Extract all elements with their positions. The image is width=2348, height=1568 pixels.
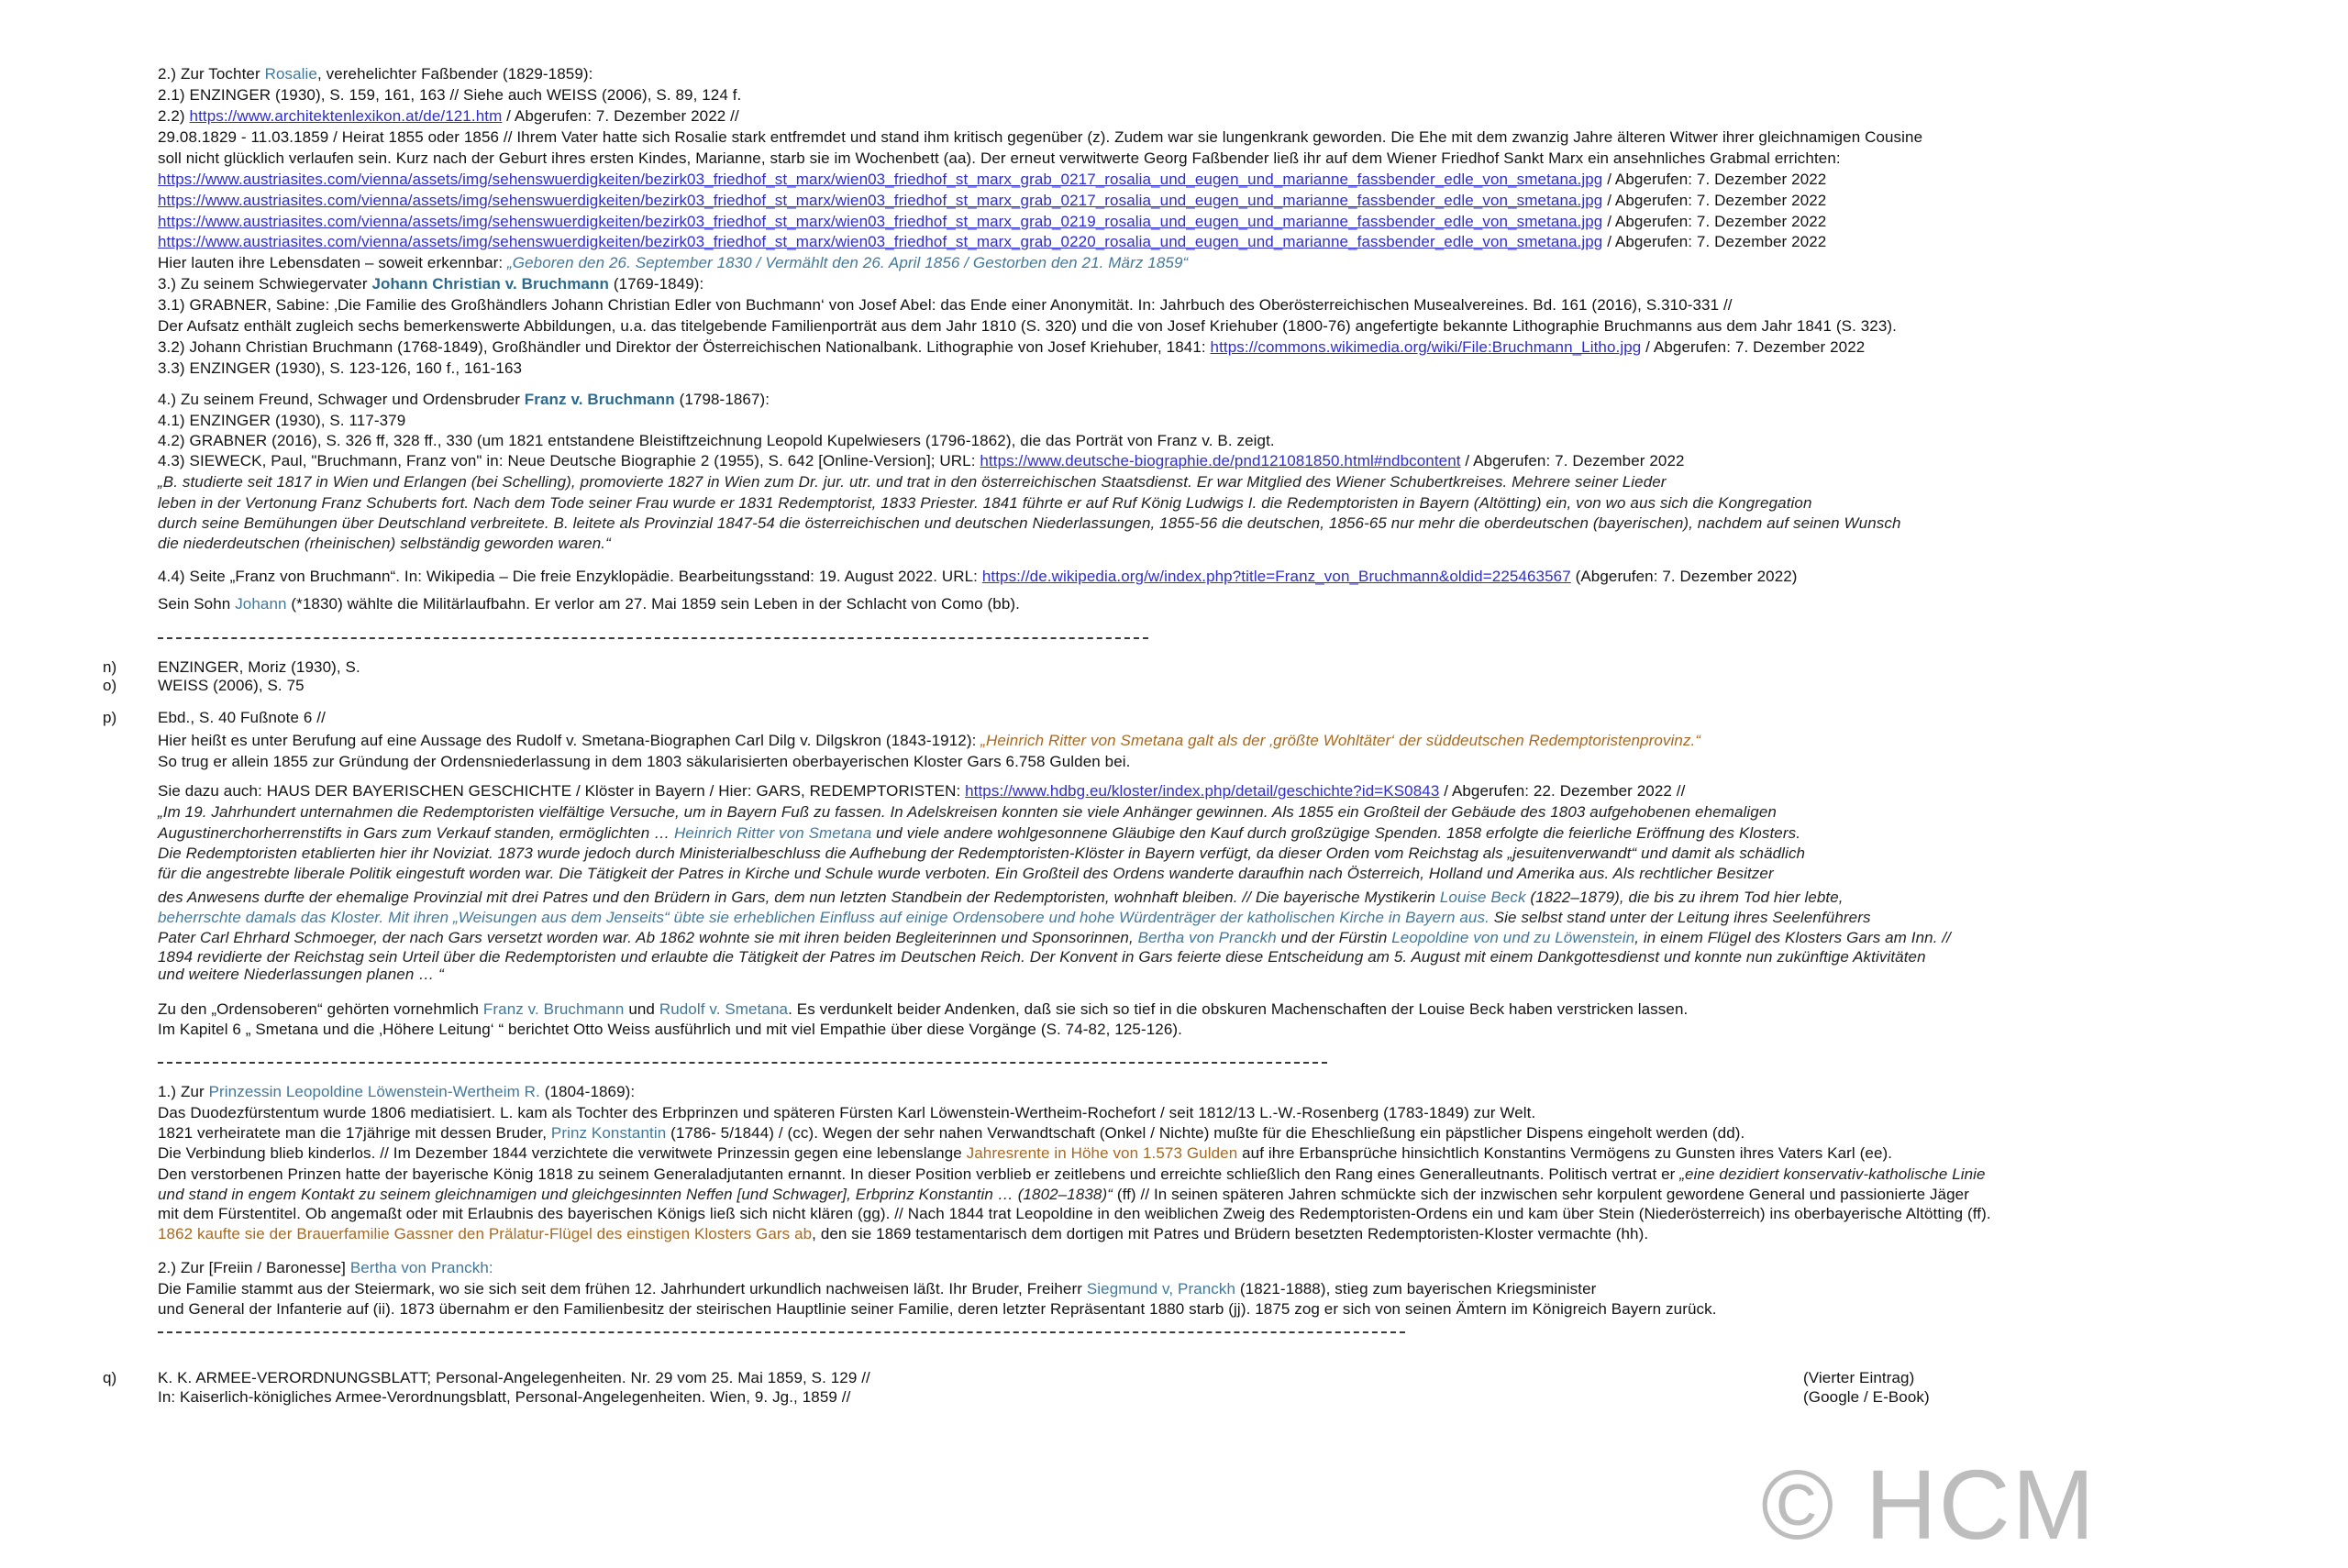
text-line (158, 169, 1826, 190)
text-run: 3.2) Johann Christian Bruchmann (1768-1849), Großhändler und Direktor der Österreichischen Nationalbank. Lithographie von Josef Kriehuber, 1841: (158, 338, 1211, 356)
text-line (158, 1081, 635, 1102)
text-run: Das Duodezfürstentum wurde 1806 mediatisiert. L. kam als Tochter des Erbprinzen und späteren Fürsten Karl Löwenstein-Wertheim-Rochefort / seit 1812/13 L.-W.-Rosenberg (1783-1849) zur Welt. (158, 1104, 1536, 1121)
text-run: , in einem Flügel des Klosters Gars am Inn. // (1634, 929, 1951, 946)
text-run: „Heinrich Ritter von Smetana galt als der ‚größte Wohltäter‘ der süddeutschen Redemptoristenprovinz.“ (980, 732, 1701, 749)
text-run: 4.1) ENZINGER (1930), S. 117-379 (158, 412, 406, 429)
text-run: 4.3) SIEWECK, Paul, "Bruchmann, Franz von" in: Neue Deutsche Biographie 2 (1955), S. 642 [Online-Version]; URL: (158, 452, 980, 469)
text-run: Hier lauten ihre Lebensdaten – soweit erkennbar: (158, 254, 508, 271)
text-line (158, 999, 1688, 1020)
text-run: (1786- 5/1844) / (cc). Wegen der sehr nahen Verwandtschaft (Onkel / Nichte) mußte für die Eheschließung ein päpstlicher Dispens eingeholt werden (dd). (666, 1124, 1745, 1142)
text-run: und viele andere wohlgesonnene Gläubige den Kauf durch großzügige Spenden. 1858 erfolgte die feierliche Eröffnung des Klosters. (871, 824, 1801, 842)
text-run: K. K. ARMEE-VERORDNUNGSBLATT; Personal-Angelegenheiten. Nr. 29 vom 25. Mai 1859, S. 129 // (158, 1369, 870, 1386)
text-run: , den sie 1869 testamentarisch dem dortigen mit Patres und Brüdern besetzten Redemptoristen-Kloster vermachte (hh). (812, 1225, 1649, 1242)
text-line (158, 1019, 1182, 1040)
footnote-label: n) (103, 658, 117, 676)
text-line (158, 294, 1733, 315)
text-run: (1822–1879), die bis zu ihrem Tod hier lebte, (1525, 889, 1844, 906)
hyperlink[interactable]: https://www.architektenlexikon.at/de/121.htm (189, 107, 503, 125)
text-run: Die Familie stammt aus der Steiermark, wo sie sich seit dem frühen 12. Jahrhundert urkundlich nachweisen läßt. Ihr Bruder, Freiherr (158, 1280, 1087, 1297)
watermark: © HCM (1761, 1449, 2097, 1560)
text-run: für die angestrebte liberale Politik eingestuft worden war. Die Tätigkeit der Patres in Kirche und Schule wurde verboten. Ein Großteil des Ordens wanderte daraufhin nach Österreich, Holland und Amerika aus. Als rechtlicher Besitzer (158, 865, 1774, 882)
text-line (158, 1298, 1717, 1320)
text-run: / Abgerufen: 7. Dezember 2022 (1602, 213, 1827, 230)
text-run: und weitere Niederlassungen planen … “ (158, 966, 444, 983)
text-run: (1821-1888), stieg zum bayerischen Kriegsminister (1235, 1280, 1597, 1297)
text-run: Rosalie (264, 65, 317, 83)
text-run: (ff) // In seinen späteren Jahren schmückte sich der inzwischen sehr korpulent gewordene General und passionierte Jäger (1113, 1186, 1969, 1203)
text-run: Die Verbindung blieb kinderlos. // Im Dezember 1844 verzichtete die verwitwete Prinzessin gegen eine lebenslange (158, 1144, 967, 1162)
text-line (158, 450, 1685, 471)
text-line (158, 964, 444, 985)
text-run: WEISS (2006), S. 75 (158, 677, 305, 694)
text-run: Augustinerchorherrenstifts in Gars zum Verkauf standen, ermöglichten … (158, 824, 675, 842)
text-line (158, 273, 703, 294)
divider-line (158, 1331, 1405, 1333)
text-run: 1894 revidierte der Reichstag sein Urteil über die Redemptoristen und erlaubte die Tätigkeit der Patres im Deutschen Reich. Der Konvent in Gars feierte diese Entscheidung am 5. August mit einem Dankgottesdienst und konnte nun zukünftige Aktivitäten (158, 948, 1926, 966)
text-line (158, 751, 1130, 772)
text-run: „eine dezidiert konservativ-katholische Linie (1679, 1165, 1986, 1183)
text-line (103, 1367, 1915, 1388)
text-line (158, 823, 1800, 844)
text-run: Bertha von Pranckh (1137, 929, 1277, 946)
text-run: des Anwesens durfte der ehemalige Provinzial mit drei Patres und den Brüdern in Gars, dem nun letzten Standbein der Redemptoristen, wohnhaft bleiben. // Die bayerische Mystikerin (158, 889, 1440, 906)
text-run: 2.) Zur Tochter (158, 65, 265, 83)
text-run: Johann Christian v. Bruchmann (371, 275, 610, 293)
text-run: (Abgerufen: 7. Dezember 2022) (1570, 568, 1798, 585)
text-run: 2.) Zur [Freiin / Baronesse] (158, 1259, 350, 1276)
text-run: Leopoldine von und zu Löwenstein (1391, 929, 1635, 946)
text-run: 3.1) GRABNER, Sabine: ‚Die Familie des Großhändlers Johann Christian Edler von Buchmann‘ von Josef Abel: das Ende einer Anonymität. In: Jahrbuch des Oberösterreichischen Musealvereines. Bd. 161 (2016), S.310-331 // (158, 296, 1733, 314)
text-line (158, 887, 1844, 908)
text-run: Hier heißt es unter Berufung auf eine Aussage des Rudolf v. Smetana-Biographen Carl Dilg v. Dilgskron (1843-1912): (158, 732, 981, 749)
text-run: 2.2) (158, 107, 190, 125)
text-run: (1798-1867): (674, 391, 770, 408)
right-annotation: (Google / E-Book) (1803, 1388, 1930, 1406)
text-line (158, 513, 1901, 534)
text-run: Sein Sohn (158, 595, 236, 613)
text-line (158, 337, 1865, 358)
text-run: Franz v. Bruchmann (524, 391, 675, 408)
text-run: 4.4) Seite „Franz von Bruchmann“. In: Wikipedia – Die freie Enzyklopädie. Bearbeitungsstand: 19. August 2022. URL: (158, 568, 982, 585)
text-run: Franz v. Bruchmann (482, 1000, 625, 1018)
text-run: 2.1) ENZINGER (1930), S. 159, 161, 163 // Siehe auch WEISS (2006), S. 89, 124 f. (158, 86, 742, 104)
text-run: 1821 verheiratete man die 17jährige mit dessen Bruder, (158, 1124, 551, 1142)
text-line (158, 389, 770, 410)
text-run: beherrschte damals das Kloster. Mit ihren „Weisungen aus dem Jenseits“ übte sie erheblichen Einfluss auf einige Ordensobere und hohe Würdenträger der katholischen Kirche in Bayern aus. (158, 909, 1490, 926)
text-line (158, 315, 1897, 337)
divider-line (158, 637, 1148, 639)
text-run: Der Aufsatz enthält zugleich sechs bemerkenswerte Abbildungen, u.a. das titelgebende Familienporträt aus dem Jahr 1810 (S. 320) und die von Josef Kriehuber (1800-76) angefertigte bekannte Lithographie Bruchmanns aus dem Jahr 1841 (S. 323). (158, 317, 1897, 335)
text-line (158, 358, 522, 379)
text-line (158, 63, 593, 84)
text-line (158, 1122, 1744, 1143)
text-line (103, 675, 305, 696)
text-line (158, 730, 1700, 751)
text-run: , verehelichter Faßbender (1829-1859): (316, 65, 593, 83)
text-run: auf ihre Erbansprüche hinsichtlich Konstantins Vermögens zu Gunsten ihres Vaters Karl (ee). (1237, 1144, 1893, 1162)
text-run: / Abgerufen: 22. Dezember 2022 // (1439, 782, 1686, 800)
hyperlink[interactable]: https://commons.wikimedia.org/wiki/File:Bruchmann_Litho.jpg (1210, 338, 1642, 356)
text-run: und stand in engem Kontakt zu seinem gleichnamigen und gleichgesinnten Neffen [und Schwager], Erbprinz Konstantin … (1802–1838)“ (158, 1186, 1113, 1203)
hyperlink[interactable]: https://www.austriasites.com/vienna/assets/img/sehenswuerdigkeiten/bezirk03_friedhof_st_marx/wien03_friedhof_st_marx_grab_0219_rosalia_und_eugen_und_marianne_fassbender_edle_von_smetana.jpg (158, 213, 1603, 230)
footnote-label: p) (103, 709, 117, 726)
text-line (158, 190, 1826, 211)
text-run: / Abgerufen: 7. Dezember 2022 (1460, 452, 1685, 469)
text-run: Sie dazu auch: HAUS DER BAYERISCHEN GESCHICHTE / Klöster in Bayern / Hier: GARS, REDEMPTORISTEN: (158, 782, 966, 800)
text-run: Im Kapitel 6 „ Smetana und die ‚Höhere Leitung‘ “ berichtet Otto Weiss ausführlich und mit viel Empathie über diese Vorgänge (S. 74-82, 125-126). (158, 1021, 1182, 1038)
hyperlink[interactable]: https://www.hdbg.eu/kloster/index.php/detail/geschichte?id=KS0843 (965, 782, 1440, 800)
hyperlink[interactable]: https://de.wikipedia.org/w/index.php?title=Franz_von_Bruchmann&oldid=225463567 (981, 568, 1571, 585)
text-line (158, 1184, 1969, 1205)
text-run: So trug er allein 1855 zur Gründung der Ordensniederlassung in dem 1803 säkularisierten oberbayerischen Kloster Gars 6.758 Gulden bei. (158, 753, 1131, 770)
text-line (158, 1386, 1930, 1408)
text-run: und (624, 1000, 659, 1018)
text-line (158, 430, 1275, 451)
text-line (158, 1102, 1535, 1123)
text-run: Ebd., S. 40 Fußnote 6 // (158, 709, 326, 726)
text-line (158, 127, 1922, 148)
text-run: „B. studierte seit 1817 in Wien und Erlangen (bei Schelling), promovierte 1827 in Wien zum Dr. jur. utr. und trat in den österreichischen Staatsdienst. Er war Mitglied des Wiener Schubertkreises. Mehrere seiner Lieder (158, 473, 1667, 491)
text-line (158, 84, 741, 105)
text-run: In: Kaiserlich-königliches Armee-Verordnungsblatt, Personal-Angelegenheiten. Wien, 9. Jg., 1859 // (158, 1388, 851, 1406)
text-run: Den verstorbenen Prinzen hatte der bayerische König 1818 zu seinem Generaladjutanten ernannt. In dieser Position verblieb er zeitlebens und erreichte schließlich den Rang eines Generalleutnants. Politisch vertrat er (158, 1165, 1680, 1183)
text-run: Pater Carl Ehrhard Schmoeger, der nach Gars versetzt worden war. Ab 1862 wohnte sie mit ihren beiden Begleiterinnen und Sponsorinnen, (158, 929, 1138, 946)
hyperlink[interactable]: https://www.austriasites.com/vienna/assets/img/sehenswuerdigkeiten/bezirk03_friedhof_st_marx/wien03_friedhof_st_marx_grab_0220_rosalia_und_eugen_und_marianne_fassbender_edle_von_smetana.jpg (158, 233, 1603, 250)
text-run: 1862 kaufte sie der Brauerfamilie Gassner den Prälatur-Flügel des einstigen Klosters Gars ab (158, 1225, 813, 1242)
text-run: / Abgerufen: 7. Dezember 2022 (1602, 233, 1827, 250)
text-run: Rudolf v. Smetana (659, 1000, 789, 1018)
text-run: 4.) Zu seinem Freund, Schwager und Ordensbruder (158, 391, 525, 408)
text-run: Zu den „Ordensoberen“ gehörten vornehmlich (158, 1000, 483, 1018)
text-run: / Abgerufen: 7. Dezember 2022 (1602, 171, 1827, 188)
text-line (158, 1223, 1648, 1244)
text-run: Die Redemptoristen etablierten hier ihr Noviziat. 1873 wurde jedoch durch Ministerialbeschluss die Aufhebung der Redemptoristen-Klöster in Bayern verfügt, da dieser Orden vom Reichstag als „jesuitenverwandt“ und damit als schädlich (158, 845, 1806, 862)
text-line (158, 1278, 1596, 1299)
text-run: Prinzessin Leopoldine Löwenstein-Wertheim R. (208, 1083, 540, 1100)
text-line (103, 707, 326, 728)
text-run: leben in der Vertonung Franz Schuberts fort. Nach dem Tode seiner Frau wurde er 1831 Redemptorist, 1833 Priester. 1841 führte er auf Ruf König Ludwigs I. die Redemptoristen in Bayern (Altötting) ein, von wo aus sich die Kongregation (158, 494, 1812, 512)
text-run: / Abgerufen: 7. Dezember 2022 // (502, 107, 739, 125)
text-line (158, 863, 1774, 884)
document-content (103, 0, 2348, 1568)
text-run: und der Fürstin (1276, 929, 1392, 946)
text-line (158, 148, 1841, 169)
text-line (158, 252, 1188, 273)
text-line (158, 410, 405, 431)
text-run: Bertha von Pranckh: (349, 1259, 493, 1276)
text-run: und General der Infanterie auf (ii). 1873 übernahm er den Familienbesitz der steirischen Hauptlinie seiner Familie, deren letzter Repräsentant 1880 starb (jj). 1875 zog er sich von seinen Ämtern im Königreich Bayern zurück. (158, 1300, 1717, 1318)
hyperlink[interactable]: https://www.austriasites.com/vienna/assets/img/sehenswuerdigkeiten/bezirk03_friedhof_st_marx/wien03_friedhof_st_marx_grab_0217_rosalia_und_eugen_und_marianne_fassbender_edle_von_smetana.jpg (158, 192, 1603, 209)
text-run: „Im 19. Jahrhundert unternahmen die Redemptoristen vielfältige Versuche, um in Bayern Fuß zu fassen. In Adelskreisen konnten sie viele Anhänger gewinnen. Als 1855 ein Großteil der Gebäude des 1803 aufgehobenen ehemaligen (158, 803, 1777, 821)
text-run: 4.2) GRABNER (2016), S. 326 ff, 328 ff., 330 (um 1821 entstandene Bleistiftzeichnung Leopold Kupelwiesers (1796-1862), die das Porträt von Franz v. B. zeigt. (158, 432, 1275, 449)
hyperlink[interactable]: https://www.deutsche-biographie.de/pnd121081850.html#ndbcontent (980, 452, 1461, 469)
text-run: 29.08.1829 - 11.03.1859 / Heirat 1855 oder 1856 // Ihrem Vater hatte sich Rosalie stark entfremdet und stand ihm kritisch gegenüber (z). Zudem war sie lungenkrank geworden. Die Ehe mit dem zwanzig Jahre älteren Witwer ihrer gleichnamigen Cousine (158, 128, 1923, 146)
text-run: Johann (235, 595, 287, 613)
text-run: Sie selbst stand unter der Leitung ihres Seelenführers (1489, 909, 1871, 926)
text-line (158, 566, 1798, 587)
text-run: 1.) Zur (158, 1083, 209, 1100)
text-run: (1769-1849): (609, 275, 704, 293)
text-run: / Abgerufen: 7. Dezember 2022 (1641, 338, 1866, 356)
text-run: (*1830) wählte die Militärlaufbahn. Er verlor am 27. Mai 1859 sein Leben in der Schlacht von Como (bb). (286, 595, 1020, 613)
text-run: (1804-1869): (539, 1083, 636, 1100)
text-line (158, 211, 1826, 232)
text-line (158, 471, 1667, 492)
text-line (158, 492, 1812, 513)
hyperlink[interactable]: https://www.austriasites.com/vienna/assets/img/sehenswuerdigkeiten/bezirk03_friedhof_st_marx/wien03_friedhof_st_marx_grab_0217_rosalia_und_eugen_und_marianne_fassbender_edle_von_smetana.jpg (158, 171, 1603, 188)
text-line (158, 105, 739, 127)
text-run: die niederdeutschen (rheinischen) selbständig geworden waren.“ (158, 535, 611, 552)
text-line (158, 593, 1020, 614)
text-line (158, 780, 1685, 801)
text-run: Heinrich Ritter von Smetana (674, 824, 872, 842)
text-line (158, 843, 1805, 864)
text-line (158, 801, 1777, 823)
text-line (158, 1257, 493, 1278)
text-line (158, 231, 1826, 252)
text-run: 3.) Zu seinem Schwiegervater (158, 275, 372, 293)
text-run: Siegmund v, Pranckh (1086, 1280, 1236, 1297)
text-run: durch seine Bemühungen über Deutschland verbreitete. B. leitete als Provinzial 1847-54 die österreichischen und deutschen Niederlassungen, 1855-56 die deutschen, 1856-65 nur mehr die oberdeutschen (bayerischen), nachdem auf seinen Wunsch (158, 514, 1901, 532)
text-run: Prinz Konstantin (550, 1124, 667, 1142)
text-run: Jahresrente in Höhe von 1.573 Gulden (966, 1144, 1238, 1162)
text-line (158, 1164, 1986, 1185)
text-run: . Es verdunkelt beider Andenken, daß sie sich so tief in die obskuren Machenschaften der Louise Beck haben verstricken lassen. (788, 1000, 1689, 1018)
text-run: „Geboren den 26. September 1830 / Vermählt den 26. April 1856 / Gestorben den 21. März 1859“ (507, 254, 1189, 271)
right-annotation: (Vierter Eintrag) (1803, 1369, 1915, 1386)
footnote-label: o) (103, 677, 117, 694)
text-run: Louise Beck (1439, 889, 1526, 906)
text-line (158, 1143, 1892, 1164)
text-run: / Abgerufen: 7. Dezember 2022 (1602, 192, 1827, 209)
text-line (158, 927, 1951, 948)
footnote-label: q) (103, 1369, 117, 1386)
text-line (158, 907, 1871, 928)
divider-line (158, 1062, 1327, 1064)
text-run: soll nicht glücklich verlaufen sein. Kurz nach der Geburt ihres ersten Kindes, Marianne, starb sie im Wochenbett (aa). Der erneut verwitwerte Georg Faßbender ließ ihr auf dem Wiener Friedhof Sankt Marx ein ansehnliches Grabmal errichten: (158, 149, 1841, 167)
text-run: ENZINGER, Moriz (1930), S. (158, 658, 360, 676)
text-run: mit dem Fürstentitel. Ob angemaßt oder mit Erlaubnis des bayerischen Königs ließ sich nicht klären (gg). // Nach 1844 trat Leopoldine in den weiblichen Zweig des Redemptoristen-Ordens ein und kam über Stein (Niederösterreich) ins oberbayerische Altötting (ff). (158, 1205, 1991, 1222)
text-line (158, 533, 611, 554)
text-run: 3.3) ENZINGER (1930), S. 123-126, 160 f., 161-163 (158, 359, 523, 377)
text-line (158, 1203, 1991, 1224)
